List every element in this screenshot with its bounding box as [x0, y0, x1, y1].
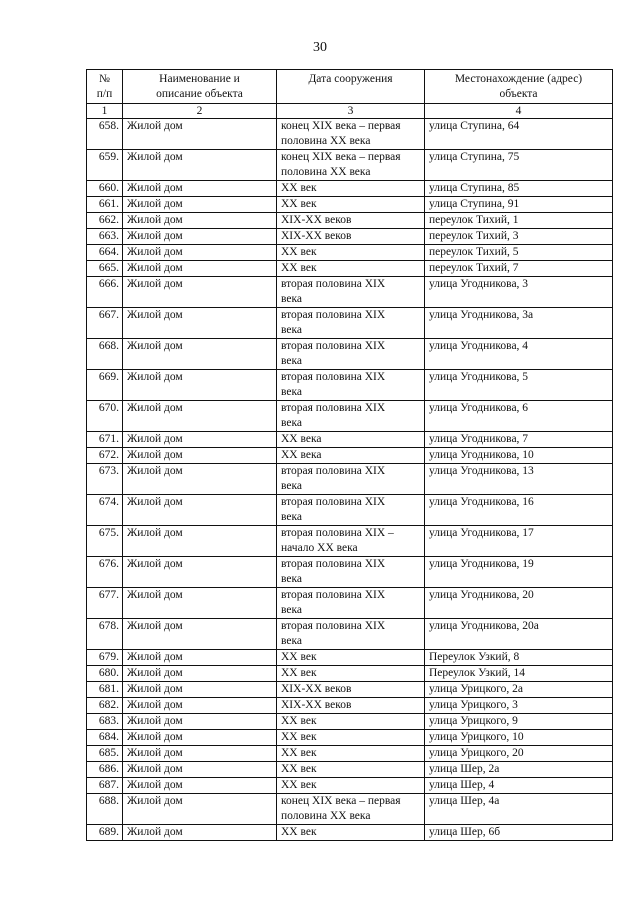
date-line: вторая половина XIX [281, 402, 386, 414]
object-address: улица Угодникова, 16 [425, 495, 613, 526]
row-number: 670. [87, 401, 123, 432]
table-row [87, 714, 613, 730]
date-line: вторая половина XIX – [281, 527, 394, 539]
object-address: улица Угодникова, 20 [425, 588, 613, 619]
table-row [87, 666, 613, 682]
object-address: переулок Тихий, 7 [425, 261, 613, 277]
object-address: улица Угодникова, 3а [425, 308, 613, 339]
object-name: Жилой дом [123, 730, 277, 746]
object-name: Жилой дом [123, 762, 277, 778]
construction-date [277, 448, 425, 464]
construction-date [277, 119, 425, 150]
row-number: 660. [87, 181, 123, 197]
object-address: улица Урицкого, 2а [425, 682, 613, 698]
row-number: 686. [87, 762, 123, 778]
header-line: Наименование и [159, 73, 240, 85]
date-line: конец XIX века – первая [281, 120, 401, 132]
construction-date [277, 464, 425, 495]
date-line: века [281, 635, 302, 647]
object-name: Жилой дом [123, 213, 277, 229]
table-row [87, 619, 613, 650]
date-line: века [281, 417, 302, 429]
table-row [87, 213, 613, 229]
row-number: 673. [87, 464, 123, 495]
row-number: 679. [87, 650, 123, 666]
row-number: 658. [87, 119, 123, 150]
heritage-objects-table [86, 69, 613, 841]
object-address: улица Ступина, 64 [425, 119, 613, 150]
construction-date [277, 245, 425, 261]
object-name: Жилой дом [123, 229, 277, 245]
table-row [87, 150, 613, 181]
row-number: 665. [87, 261, 123, 277]
date-line: конец XIX века – первая [281, 795, 401, 807]
object-address: улица Урицкого, 9 [425, 714, 613, 730]
table-row [87, 778, 613, 794]
header-date [277, 70, 425, 104]
object-name: Жилой дом [123, 746, 277, 762]
header-line: п/п [96, 88, 113, 100]
header-number [87, 70, 123, 104]
construction-date [277, 794, 425, 825]
column-number: 1 [87, 104, 123, 119]
date-line: XX век [281, 779, 317, 791]
header-row [87, 70, 613, 104]
row-number: 662. [87, 213, 123, 229]
table-row [87, 261, 613, 277]
object-address: улица Ступина, 85 [425, 181, 613, 197]
date-line: XX века [281, 449, 322, 461]
date-line: конец XIX века – первая [281, 151, 401, 163]
object-name: Жилой дом [123, 714, 277, 730]
date-line: века [281, 355, 302, 367]
header-line: № [99, 73, 110, 85]
object-name: Жилой дом [123, 401, 277, 432]
object-address: улица Угодникова, 7 [425, 432, 613, 448]
object-name: Жилой дом [123, 448, 277, 464]
object-name: Жилой дом [123, 432, 277, 448]
object-name: Жилой дом [123, 464, 277, 495]
date-line: века [281, 293, 302, 305]
date-line: вторая половина XIX [281, 496, 386, 508]
table-row [87, 698, 613, 714]
table-row [87, 794, 613, 825]
date-line: XX век [281, 182, 317, 194]
object-name: Жилой дом [123, 181, 277, 197]
table-row [87, 370, 613, 401]
object-address: улица Ступина, 91 [425, 197, 613, 213]
table-row [87, 464, 613, 495]
table-row [87, 119, 613, 150]
construction-date [277, 825, 425, 841]
construction-date [277, 666, 425, 682]
date-line: вторая половина XIX [281, 589, 386, 601]
date-line: XX век [281, 198, 317, 210]
object-name: Жилой дом [123, 339, 277, 370]
date-line: вторая половина XIX [281, 340, 386, 352]
object-name: Жилой дом [123, 526, 277, 557]
table-body [87, 119, 613, 841]
object-address: улица Ступина, 75 [425, 150, 613, 181]
row-number: 674. [87, 495, 123, 526]
object-name: Жилой дом [123, 778, 277, 794]
date-line: века [281, 604, 302, 616]
object-address: улица Шер, 4 [425, 778, 613, 794]
table-row [87, 308, 613, 339]
object-name: Жилой дом [123, 277, 277, 308]
object-name: Жилой дом [123, 682, 277, 698]
table-row [87, 245, 613, 261]
object-name: Жилой дом [123, 825, 277, 841]
table-row [87, 588, 613, 619]
date-line: XIX-XX веков [281, 214, 352, 226]
object-address: улица Угодникова, 4 [425, 339, 613, 370]
object-name: Жилой дом [123, 119, 277, 150]
date-line: века [281, 386, 302, 398]
row-number: 677. [87, 588, 123, 619]
construction-date [277, 557, 425, 588]
date-line: половина XX века [281, 166, 371, 178]
construction-date [277, 401, 425, 432]
page-number: 30 [313, 40, 327, 55]
date-line: века [281, 324, 302, 336]
row-number: 659. [87, 150, 123, 181]
date-line: XX век [281, 826, 317, 838]
construction-date [277, 650, 425, 666]
object-address: улица Урицкого, 3 [425, 698, 613, 714]
object-name: Жилой дом [123, 150, 277, 181]
table-row [87, 432, 613, 448]
construction-date [277, 370, 425, 401]
row-number: 669. [87, 370, 123, 401]
row-number: 688. [87, 794, 123, 825]
header-line: описание объекта [156, 88, 243, 100]
date-line: вторая половина XIX [281, 371, 386, 383]
construction-date [277, 308, 425, 339]
header-address [425, 70, 613, 104]
object-address: улица Урицкого, 20 [425, 746, 613, 762]
date-line: XX век [281, 731, 317, 743]
date-line: XIX-XX веков [281, 683, 352, 695]
object-address: переулок Тихий, 5 [425, 245, 613, 261]
object-address: улица Урицкого, 10 [425, 730, 613, 746]
object-address: улица Угодникова, 17 [425, 526, 613, 557]
construction-date [277, 682, 425, 698]
object-name: Жилой дом [123, 261, 277, 277]
object-address: переулок Тихий, 1 [425, 213, 613, 229]
table-header [87, 70, 613, 119]
object-address: улица Угодникова, 5 [425, 370, 613, 401]
table-row [87, 746, 613, 762]
date-line: XX век [281, 763, 317, 775]
table-row [87, 401, 613, 432]
construction-date [277, 698, 425, 714]
table-row [87, 495, 613, 526]
construction-date [277, 619, 425, 650]
row-number: 685. [87, 746, 123, 762]
date-line: XIX-XX веков [281, 699, 352, 711]
object-address: улица Шер, 2а [425, 762, 613, 778]
table-row [87, 682, 613, 698]
date-line: XX века [281, 433, 322, 445]
row-number: 676. [87, 557, 123, 588]
construction-date [277, 526, 425, 557]
column-number: 2 [123, 104, 277, 119]
date-line: века [281, 480, 302, 492]
header-line: Дата сооружения [308, 73, 393, 85]
table-row [87, 825, 613, 841]
object-address: переулок Тихий, 3 [425, 229, 613, 245]
construction-date [277, 150, 425, 181]
date-line: вторая половина XIX [281, 558, 386, 570]
object-address: улица Шер, 6б [425, 825, 613, 841]
column-number: 3 [277, 104, 425, 119]
object-name: Жилой дом [123, 650, 277, 666]
row-number: 664. [87, 245, 123, 261]
date-line: вторая половина XIX [281, 309, 386, 321]
object-name: Жилой дом [123, 794, 277, 825]
row-number: 663. [87, 229, 123, 245]
object-name: Жилой дом [123, 245, 277, 261]
object-name: Жилой дом [123, 557, 277, 588]
object-address: улица Угодникова, 13 [425, 464, 613, 495]
column-number: 4 [425, 104, 613, 119]
object-address: Переулок Узкий, 14 [425, 666, 613, 682]
construction-date [277, 277, 425, 308]
construction-date [277, 714, 425, 730]
table-row [87, 650, 613, 666]
row-number: 668. [87, 339, 123, 370]
date-line: века [281, 511, 302, 523]
row-number: 661. [87, 197, 123, 213]
header-line: Местонахождение (адрес) [454, 73, 583, 85]
row-number: 682. [87, 698, 123, 714]
object-address: улица Угодникова, 19 [425, 557, 613, 588]
construction-date [277, 432, 425, 448]
row-number: 683. [87, 714, 123, 730]
date-line: XX век [281, 667, 317, 679]
construction-date [277, 762, 425, 778]
row-number: 684. [87, 730, 123, 746]
date-line: XX век [281, 651, 317, 663]
date-line: XX век [281, 246, 317, 258]
construction-date [277, 778, 425, 794]
table-row [87, 339, 613, 370]
table-row [87, 557, 613, 588]
object-name: Жилой дом [123, 619, 277, 650]
object-name: Жилой дом [123, 197, 277, 213]
row-number: 681. [87, 682, 123, 698]
row-number: 680. [87, 666, 123, 682]
row-number: 671. [87, 432, 123, 448]
header-line: объекта [499, 88, 538, 100]
construction-date [277, 495, 425, 526]
construction-date [277, 261, 425, 277]
construction-date [277, 229, 425, 245]
table-row [87, 197, 613, 213]
date-line: века [281, 573, 302, 585]
date-line: половина XX века [281, 810, 371, 822]
construction-date [277, 339, 425, 370]
construction-date [277, 213, 425, 229]
object-name: Жилой дом [123, 495, 277, 526]
date-line: XIX-XX веков [281, 230, 352, 242]
table-row [87, 526, 613, 557]
row-number: 666. [87, 277, 123, 308]
table-row [87, 181, 613, 197]
construction-date [277, 588, 425, 619]
date-line: начало XX века [281, 542, 358, 554]
object-address: улица Угодникова, 6 [425, 401, 613, 432]
header-name [123, 70, 277, 104]
date-line: половина XX века [281, 135, 371, 147]
column-number-row [87, 104, 613, 119]
object-address: улица Шер, 4а [425, 794, 613, 825]
table-row [87, 277, 613, 308]
row-number: 687. [87, 778, 123, 794]
construction-date [277, 730, 425, 746]
row-number: 667. [87, 308, 123, 339]
date-line: вторая половина XIX [281, 465, 386, 477]
construction-date [277, 746, 425, 762]
date-line: XX век [281, 715, 317, 727]
object-address: Переулок Узкий, 8 [425, 650, 613, 666]
object-address: улица Угодникова, 3 [425, 277, 613, 308]
date-line: XX век [281, 262, 317, 274]
object-name: Жилой дом [123, 666, 277, 682]
date-line: XX век [281, 747, 317, 759]
construction-date [277, 197, 425, 213]
object-address: улица Угодникова, 10 [425, 448, 613, 464]
row-number: 672. [87, 448, 123, 464]
object-name: Жилой дом [123, 370, 277, 401]
date-line: вторая половина XIX [281, 278, 386, 290]
row-number: 675. [87, 526, 123, 557]
object-name: Жилой дом [123, 588, 277, 619]
construction-date [277, 181, 425, 197]
table-row [87, 730, 613, 746]
table-row [87, 448, 613, 464]
table-row [87, 762, 613, 778]
row-number: 678. [87, 619, 123, 650]
date-line: вторая половина XIX [281, 620, 386, 632]
object-name: Жилой дом [123, 698, 277, 714]
object-name: Жилой дом [123, 308, 277, 339]
row-number: 689. [87, 825, 123, 841]
table-row [87, 229, 613, 245]
object-address: улица Угодникова, 20а [425, 619, 613, 650]
